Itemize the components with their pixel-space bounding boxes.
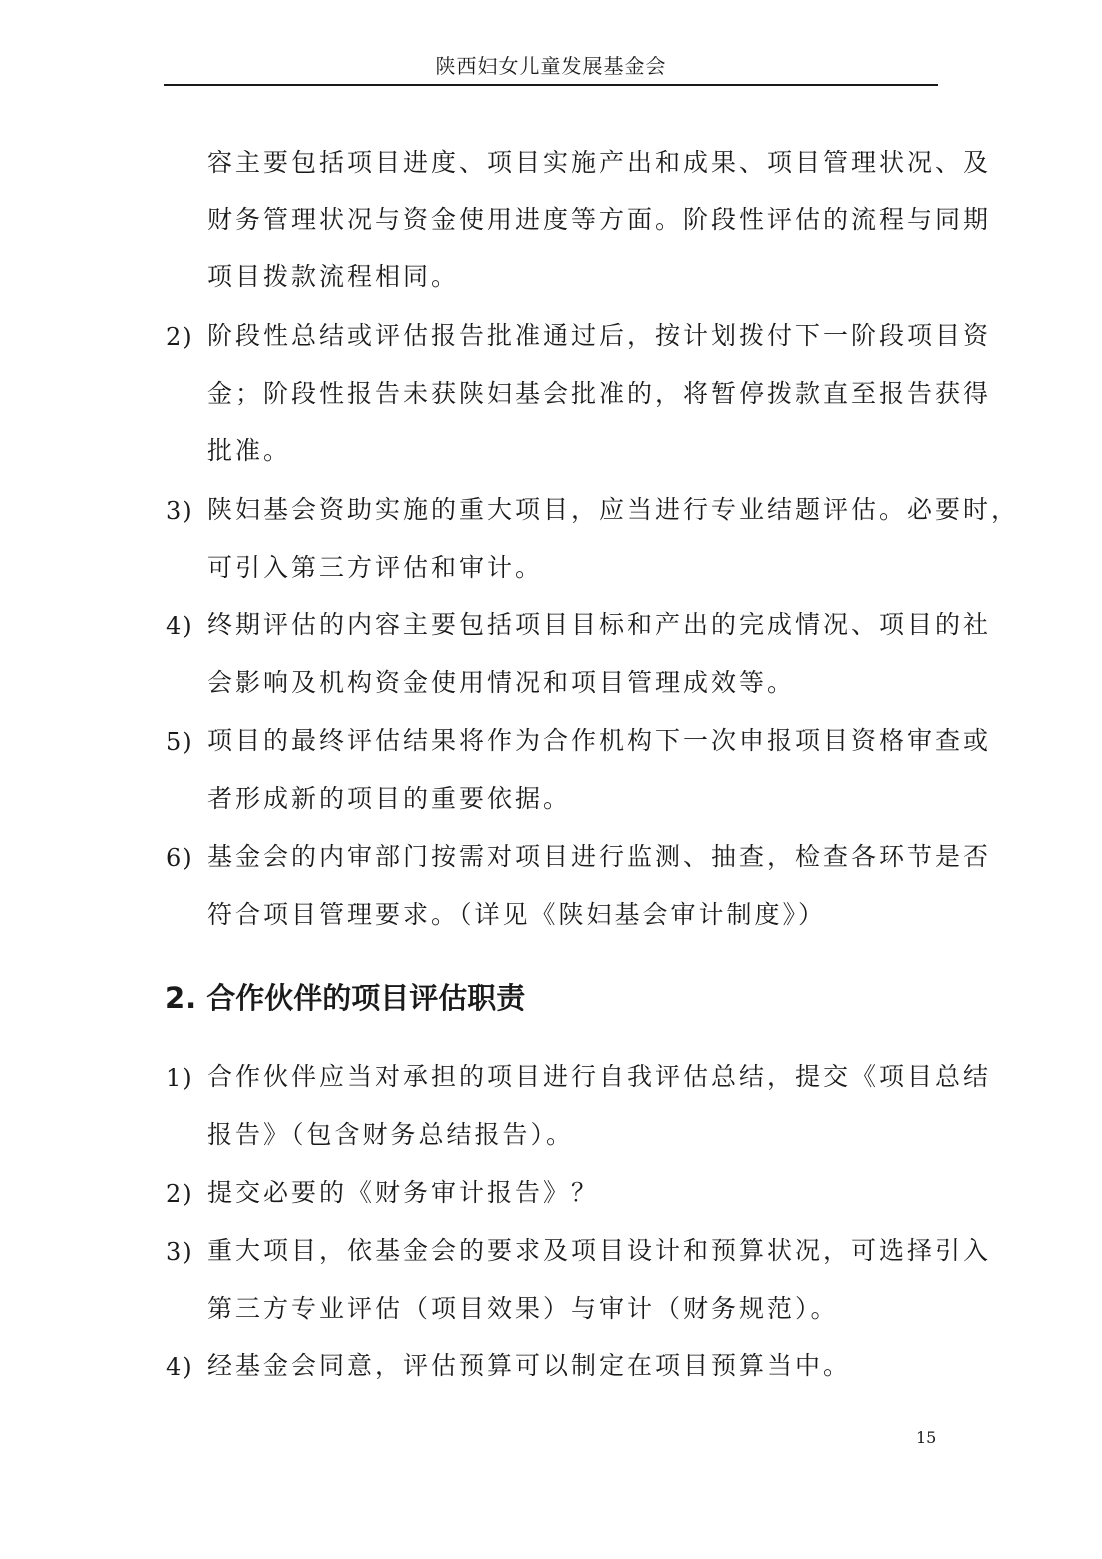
list-item-line: 终期评估的内容主要包括项目目标和产出的完成情况、项目的社 bbox=[207, 610, 992, 639]
list-item-number: 3) bbox=[166, 1238, 193, 1266]
list-item-number: 2) bbox=[166, 1180, 193, 1208]
section-heading: 2. 合作伙伴的项目评估职责 bbox=[165, 981, 526, 1015]
list-item-line: 提交必要的《财务审计报告》？ bbox=[207, 1178, 600, 1207]
list-item-line: 陕妇基会资助实施的重大项目，应当进行专业结题评估。必要时， bbox=[207, 495, 1020, 524]
list-item-line: 会影响及机构资金使用情况和项目管理成效等。 bbox=[207, 668, 796, 697]
list-item-number: 5) bbox=[166, 728, 193, 756]
page-number: 15 bbox=[916, 1428, 937, 1447]
list-item-line: 经基金会同意，评估预算可以制定在项目预算当中。 bbox=[207, 1351, 852, 1380]
list-item-number: 6) bbox=[166, 844, 193, 872]
list-item-number: 2) bbox=[166, 323, 193, 351]
list-item-number: 4) bbox=[166, 612, 193, 640]
page-header-title: 陕西妇女儿童发展基金会 bbox=[435, 54, 667, 78]
list-item-line: 阶段性总结或评估报告批准通过后，按计划拨付下一阶段项目资 bbox=[207, 321, 992, 350]
list-item-line: 基金会的内审部门按需对项目进行监测、抽查，检查各环节是否 bbox=[207, 842, 992, 871]
list-item-line: 项目的最终评估结果将作为合作机构下一次申报项目资格审查或 bbox=[207, 726, 992, 755]
paragraph-line: 财务管理状况与资金使用进度等方面。阶段性评估的流程与同期 bbox=[207, 205, 992, 234]
paragraph-line: 容主要包括项目进度、项目实施产出和成果、项目管理状况、及 bbox=[207, 148, 992, 177]
list-item-line: 合作伙伴应当对承担的项目进行自我评估总结，提交《项目总结 bbox=[207, 1062, 992, 1091]
list-item-line: 第三方专业评估（项目效果）与审计（财务规范）。 bbox=[207, 1294, 839, 1323]
list-item-line: 者形成新的项目的重要依据。 bbox=[207, 784, 572, 813]
list-item-number: 3) bbox=[166, 497, 193, 525]
list-item-number: 4) bbox=[166, 1353, 193, 1381]
list-item-line: 金；阶段性报告未获陕妇基会批准的，将暂停拨款直至报告获得 bbox=[207, 379, 992, 408]
header-divider bbox=[164, 84, 938, 86]
list-item-line: 批准。 bbox=[207, 436, 292, 465]
list-item-number: 1) bbox=[166, 1064, 193, 1092]
list-item-line: 重大项目，依基金会的要求及项目设计和预算状况，可选择引入 bbox=[207, 1236, 992, 1265]
list-item-line: 可引入第三方评估和审计。 bbox=[207, 553, 544, 582]
list-item-line: 符合项目管理要求。（详见《陕妇基会审计制度》） bbox=[207, 900, 827, 929]
list-item-line: 报告》（包含财务总结报告）。 bbox=[207, 1120, 575, 1149]
paragraph-line: 项目拨款流程相同。 bbox=[207, 262, 460, 291]
